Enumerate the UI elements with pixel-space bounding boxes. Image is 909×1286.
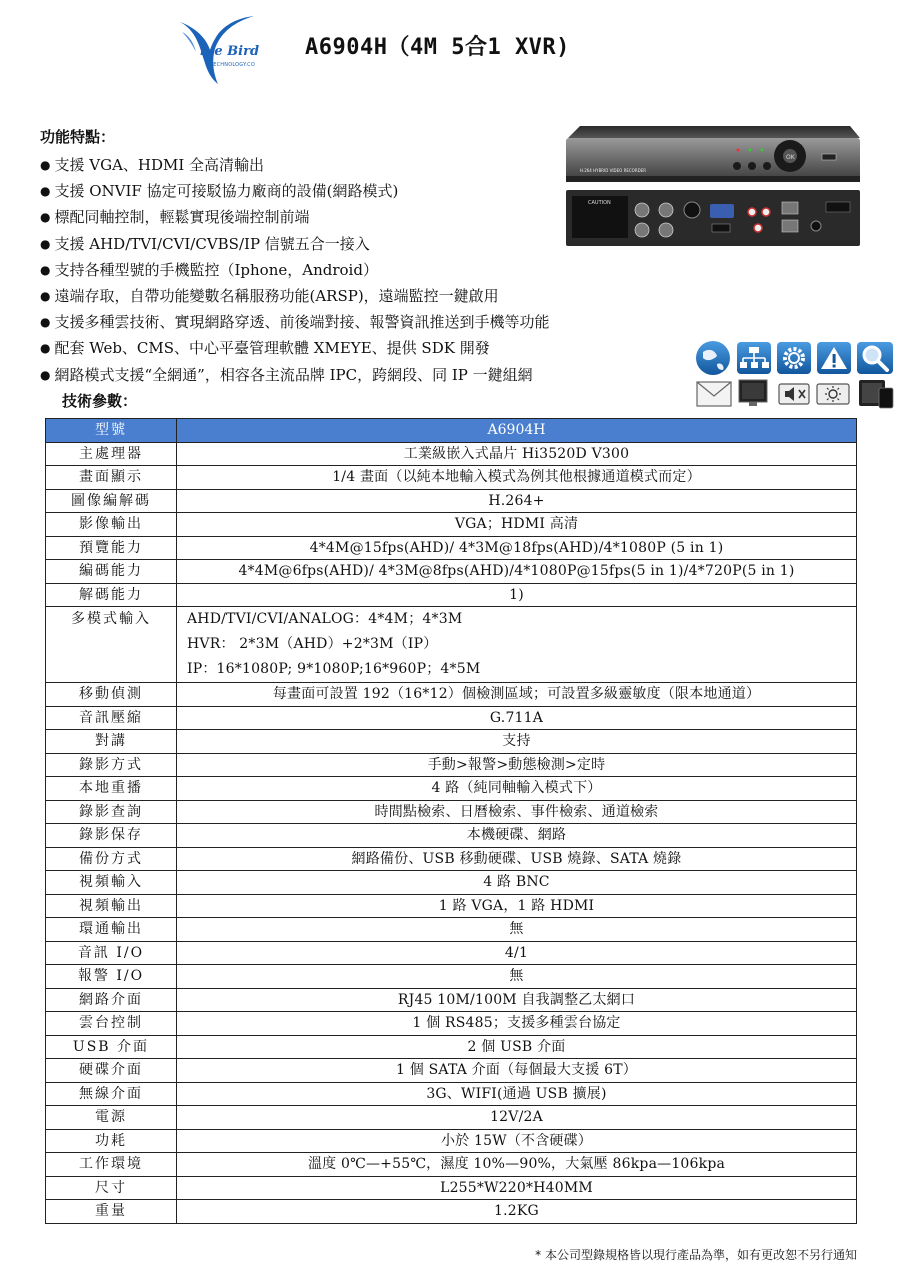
monitor-icon	[739, 380, 767, 406]
spec-value: VGA；HDMI 高清	[177, 513, 857, 537]
table-row	[46, 442, 857, 466]
spec-value: 4 路（純同軸輸入模式下）	[177, 777, 857, 801]
spec-value: 1)	[177, 583, 857, 607]
table-row	[46, 583, 857, 607]
spec-key: 主處理器	[46, 442, 177, 466]
header-model: A6904H	[177, 419, 857, 443]
product-image	[560, 120, 865, 250]
table-row	[46, 1012, 857, 1036]
spec-value: 4*4M@15fps(AHD)/ 4*3M@18fps(AHD)/4*1080P (5 in 1)	[177, 536, 857, 560]
spec-key: 圖像編解碼	[46, 489, 177, 513]
table-row	[46, 1176, 857, 1200]
spec-key: 網路介面	[46, 988, 177, 1012]
table-row	[46, 706, 857, 730]
multi-mode-line: HVR： 2*3M（AHD）+2*3M（IP）	[187, 636, 438, 652]
table-row	[46, 1200, 857, 1224]
spec-key: 畫面顯示	[46, 466, 177, 490]
table-row	[46, 489, 857, 513]
spec-key: 電源	[46, 1106, 177, 1130]
table-row	[46, 560, 857, 584]
header-label: 型號	[46, 419, 177, 443]
tech-specs-heading: 技術參數：	[62, 392, 138, 410]
spec-value: 小於 15W（不含硬碟）	[177, 1129, 857, 1153]
spec-value: L255*W220*H40MM	[177, 1176, 857, 1200]
spec-key: 備份方式	[46, 847, 177, 871]
spec-key: USB 介面	[46, 1035, 177, 1059]
gear-icon	[777, 342, 811, 374]
spec-key: 視頻輸出	[46, 894, 177, 918]
spec-key: 音訊壓縮	[46, 706, 177, 730]
table-row	[46, 824, 857, 848]
multi-mode-line: AHD/TVI/CVI/ANALOG：4*4M；4*3M	[187, 611, 463, 627]
spec-key: 重量	[46, 1200, 177, 1224]
table-row	[46, 513, 857, 537]
table-row	[46, 1035, 857, 1059]
feature-list	[40, 152, 550, 388]
spec-value: 4*4M@6fps(AHD)/ 4*3M@8fps(AHD)/4*1080P@15fps(5 in 1)/4*720P(5 in 1)	[177, 560, 857, 584]
spec-key: 錄影方式	[46, 753, 177, 777]
spec-table	[45, 418, 857, 1224]
spec-value: 每畫面可設置 192（16*12）個檢測區域；可設置多級靈敏度（限本地通道）	[177, 683, 857, 707]
spec-value: 2 個 USB 介面	[177, 1035, 857, 1059]
spec-value: 支持	[177, 730, 857, 754]
spec-value: 無	[177, 965, 857, 989]
spec-value: G.711A	[177, 706, 857, 730]
spec-value: 網路備份、USB 移動硬碟、USB 燒錄、SATA 燒錄	[177, 847, 857, 871]
table-row	[46, 683, 857, 707]
spec-value: 1 路 VGA，1 路 HDMI	[177, 894, 857, 918]
spec-key: 尺寸	[46, 1176, 177, 1200]
feature-item: ● 標配同軸控制，輕鬆實現後端控制前端	[40, 204, 550, 230]
spec-key: 無線介面	[46, 1082, 177, 1106]
spec-value: 手動>報警>動態檢測>定時	[177, 753, 857, 777]
brand-name: lue Bird	[200, 44, 260, 59]
feature-item: ● 支援 ONVIF 協定可接駁協力廠商的設備(網路模式)	[40, 178, 550, 204]
spec-value: 4/1	[177, 941, 857, 965]
table-row	[46, 607, 857, 683]
spec-value: 無	[177, 918, 857, 942]
spec-key: 預覽能力	[46, 536, 177, 560]
spec-value: RJ45 10M/100M 自我調整乙太網口	[177, 988, 857, 1012]
spec-value: 3G、WIFI(通過 USB 擴展)	[177, 1082, 857, 1106]
spec-key: 錄影保存	[46, 824, 177, 848]
feature-item: ● 支援多種雲技術、實現網路穿透、前後端對接、報警資訊推送到手機等功能	[40, 309, 550, 335]
spec-value: 時間點檢索、日曆檢索、事件檢索、通道檢索	[177, 800, 857, 824]
table-row	[46, 1106, 857, 1130]
tablet-icon	[859, 380, 893, 408]
brand-subtitle: TECHNOLOGY.CO	[210, 62, 255, 68]
feature-icons	[695, 340, 900, 412]
spec-key: 多模式輸入	[46, 607, 177, 683]
spec-key: 本地重播	[46, 777, 177, 801]
spec-key: 硬碟介面	[46, 1059, 177, 1083]
features-heading: 功能特點：	[40, 128, 116, 146]
spec-key: 錄影查詢	[46, 800, 177, 824]
table-row	[46, 466, 857, 490]
speaker-icon	[779, 384, 809, 404]
spec-key: 對講	[46, 730, 177, 754]
table-row	[46, 753, 857, 777]
spec-key: 雲台控制	[46, 1012, 177, 1036]
table-row	[46, 1153, 857, 1177]
feature-item: ● 支持各種型號的手機監控（Iphone，Android）	[40, 257, 550, 283]
feature-item: ● 支援 VGA、HDMI 全高清輸出	[40, 152, 550, 178]
globe-icon	[696, 341, 730, 375]
caution-label: CAUTION	[588, 200, 611, 206]
mail-icon	[697, 382, 731, 406]
table-row	[46, 871, 857, 895]
spec-key: 解碼能力	[46, 583, 177, 607]
footnote: * 本公司型錄規格皆以現行產品為準，如有更改恕不另行通知	[535, 1248, 857, 1262]
table-row	[46, 1082, 857, 1106]
table-row	[46, 847, 857, 871]
feature-item: ● 支援 AHD/TVI/CVI/CVBS/IP 信號五合一接入	[40, 231, 550, 257]
magnifier-icon	[857, 342, 893, 374]
spec-value: 工業級嵌入式晶片 Hi3520D V300	[177, 442, 857, 466]
spec-value: 1 個 SATA 介面（每個最大支援 6T）	[177, 1059, 857, 1083]
table-row	[46, 777, 857, 801]
spec-key: 音訊 I/O	[46, 941, 177, 965]
spec-value-multiline	[177, 607, 857, 683]
spec-key: 環通輸出	[46, 918, 177, 942]
ok-label: OK	[786, 154, 795, 161]
spec-value: 1/4 畫面（以純本地輸入模式為例其他根據通道模式而定）	[177, 466, 857, 490]
spec-key: 視頻輸入	[46, 871, 177, 895]
brand-logo	[172, 10, 272, 88]
table-row	[46, 988, 857, 1012]
spec-value: 1.2KG	[177, 1200, 857, 1224]
spec-value: 12V/2A	[177, 1106, 857, 1130]
table-row	[46, 941, 857, 965]
spec-value: 本機硬碟、網路	[177, 824, 857, 848]
feature-item: ● 配套 Web、CMS、中心平臺管理軟體 XMEYE、提供 SDK 開發	[40, 335, 550, 361]
spec-value: H.264+	[177, 489, 857, 513]
brightness-icon	[817, 384, 849, 404]
table-row	[46, 918, 857, 942]
table-row	[46, 1129, 857, 1153]
table-row	[46, 965, 857, 989]
spec-key: 移動偵測	[46, 683, 177, 707]
spec-key: 功耗	[46, 1129, 177, 1153]
spec-key: 工作環境	[46, 1153, 177, 1177]
feature-item: ● 網路模式支援“全網通”，相容各主流品牌 IPC，跨網段、同 IP 一鍵組網	[40, 362, 550, 388]
spec-value: 4 路 BNC	[177, 871, 857, 895]
spec-key: 報警 I/O	[46, 965, 177, 989]
table-header-row	[46, 419, 857, 443]
warning-icon	[817, 342, 851, 374]
table-row	[46, 730, 857, 754]
spec-value: 溫度 0℃—+55℃，濕度 10%—90%，大氣壓 86kpa—106kpa	[177, 1153, 857, 1177]
spec-value: 1 個 RS485；支援多種雲台協定	[177, 1012, 857, 1036]
table-row	[46, 536, 857, 560]
spec-key: 編碼能力	[46, 560, 177, 584]
spec-key: 影像輸出	[46, 513, 177, 537]
network-icon	[737, 342, 771, 374]
table-row	[46, 800, 857, 824]
page-title: A6904H（4M 5合1 XVR)	[305, 35, 570, 60]
table-row	[46, 1059, 857, 1083]
table-row	[46, 894, 857, 918]
multi-mode-line: IP：16*1080P; 9*1080P;16*960P；4*5M	[187, 661, 481, 677]
front-model-label: H.264 HYBRID VIDEO RECORDER	[580, 168, 646, 173]
feature-item: ● 遠端存取，自帶功能變數名稱服務功能(ARSP)，遠端監控一鍵啟用	[40, 283, 550, 309]
